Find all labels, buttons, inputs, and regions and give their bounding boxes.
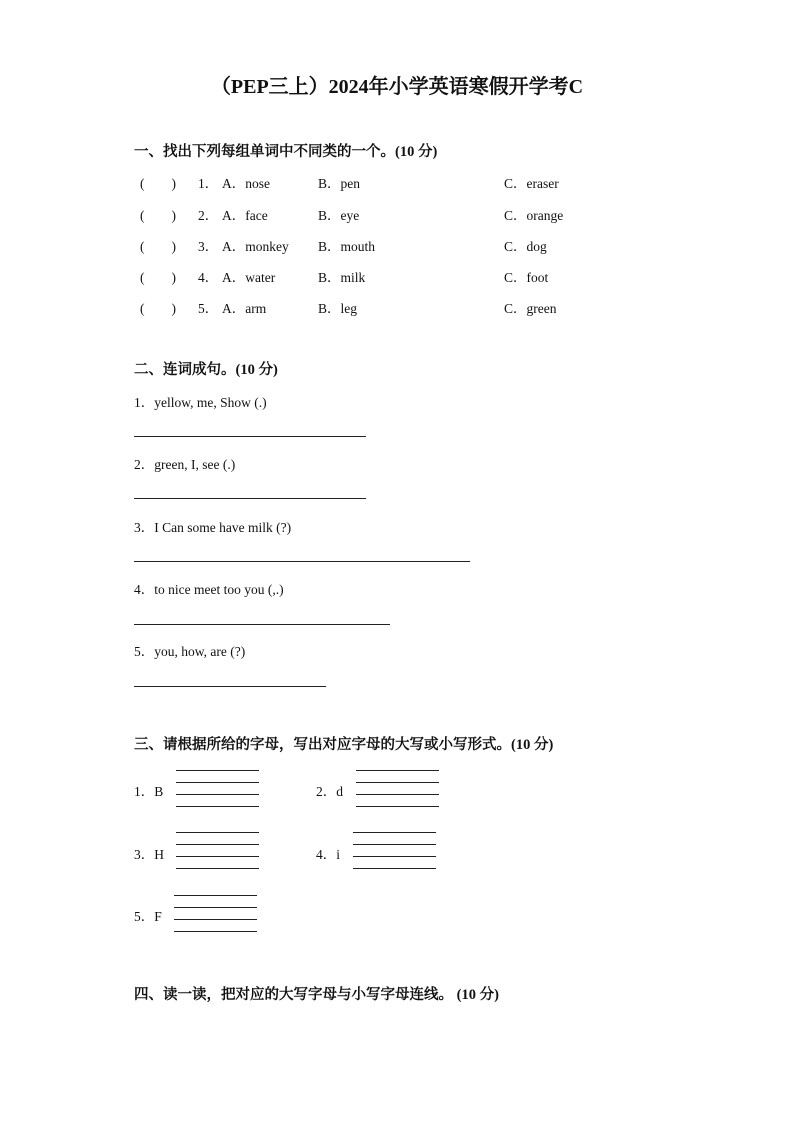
answer-paren[interactable]: ( ) <box>140 270 176 285</box>
option-a: A．arm <box>222 301 267 316</box>
answer-paren[interactable]: ( ) <box>140 208 176 223</box>
sentence-item: 2．green, I, see (.) <box>134 457 236 472</box>
option-b: B．pen <box>318 176 360 191</box>
option-b: B．mouth <box>318 239 376 254</box>
option-b: B．milk <box>318 270 366 285</box>
section4-heading: 四、读一读，把对应的大写字母与小写字母连线。 (10 分) <box>134 987 499 1003</box>
answer-paren[interactable]: ( ) <box>140 301 176 316</box>
page-title: （PEP三上）2024年小学英语寒假开学考C <box>210 76 584 98</box>
option-c: C．green <box>504 301 557 316</box>
section1-heading: 一、找出下列每组单词中不同类的一个。(10 分) <box>134 144 438 160</box>
item-number: 1． <box>198 176 219 191</box>
item-number: 3． <box>198 239 219 254</box>
letter-item: 4．i <box>316 847 341 862</box>
answer-line[interactable] <box>134 498 366 499</box>
option-a: A．monkey <box>222 239 289 254</box>
section2-heading: 二、连词成句。(10 分) <box>134 362 278 378</box>
option-c: C．foot <box>504 270 549 285</box>
answer-line[interactable] <box>134 561 470 562</box>
option-a: A．water <box>222 270 276 285</box>
sentence-item: 4．to nice meet too you (,.) <box>134 582 284 597</box>
item-number: 5． <box>198 301 219 316</box>
letter-item: 3．H <box>134 847 164 862</box>
item-number: 2． <box>198 208 219 223</box>
option-c: C．orange <box>504 208 564 223</box>
answer-paren[interactable]: ( ) <box>140 239 176 254</box>
section3-heading: 三、请根据所给的字母，写出对应字母的大写或小写形式。(10 分) <box>134 737 554 753</box>
answer-paren[interactable]: ( ) <box>140 176 176 191</box>
option-a: A．face <box>222 208 268 223</box>
answer-line[interactable] <box>134 624 390 625</box>
answer-line[interactable] <box>134 436 366 437</box>
letter-item: 2．d <box>316 784 343 799</box>
answer-line[interactable] <box>134 686 326 687</box>
option-b: B．leg <box>318 301 357 316</box>
option-c: C．dog <box>504 239 547 254</box>
option-c: C．eraser <box>504 176 559 191</box>
option-b: B．eye <box>318 208 360 223</box>
sentence-item: 3．I Can some have milk (?) <box>134 520 292 535</box>
sentence-item: 5．you, how, are (?) <box>134 644 246 659</box>
option-a: A．nose <box>222 176 270 191</box>
letter-item: 1．B <box>134 784 164 799</box>
sentence-item: 1．yellow, me, Show (.) <box>134 395 267 410</box>
item-number: 4． <box>198 270 219 285</box>
letter-item: 5．F <box>134 909 162 924</box>
